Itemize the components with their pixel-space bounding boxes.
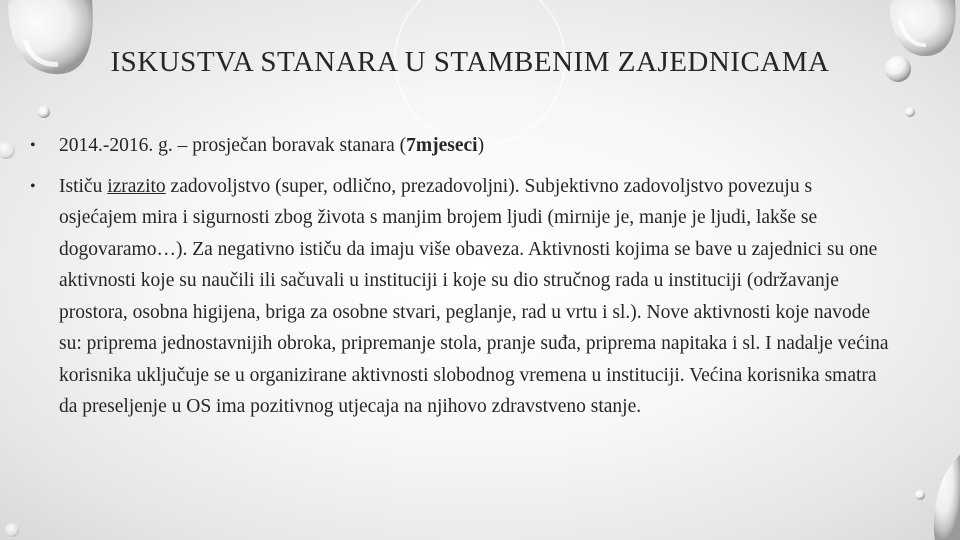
drop-right-2 [905,107,915,117]
bullet-text-part: ) [477,135,485,156]
bullet-text-underlined: izrazito [107,175,166,197]
bullet-item-satisfaction [30,171,890,423]
drop-bottom-left [5,523,19,537]
bullet-icon: • [30,177,36,195]
drop-bottom-right-small [915,490,925,500]
drop-bottom-right [934,455,960,540]
drop-small-1 [38,106,50,118]
drop-small-2 [0,141,15,159]
bullet-list [30,130,890,423]
bullet-text-part: zadovoljstvo (super, odlično, prezadovoljni). Subjektivno zadovoljstvo povezuju s osjećajem mira i sigurnosti zbog života s manjim brojem ljudi (mirnije je, manje je ljudi, lakše se dogovaramo…). Za negativno ističu da imaju više obaveza. Aktivnosti kojima se bave u zajednici su one aktivnosti koje su naučili ili sačuvali u instituciji i koje su dio stručnog rada u instituciji (održavanje prostora, osobna higijena, briga za osobne stvari, peglanje, rad u vrtu i sl.). Nove aktivnosti koje navode su: priprema jednostavnijih obroka, pripremanje stola, pranje suđa, priprema napitaka i sl. I nadalje većina korisnika uključuje se u organizirane aktivnosti slobodnog vremena u instituciji. Većina korisnika smatra da preseljenje u OS ima pozitivnog utjecaja na njihovo zdravstveno stanje. [59,175,889,417]
bullet-item-stay [30,130,890,162]
bullet-text-bold: 7mjeseci [406,135,478,156]
slide-title: ISKUSTVA STANARA U STAMBENIM ZAJEDNICAMA [110,46,830,78]
bullet-text-part: Ističu [59,175,108,197]
bullet-text-part: 2014.-2016. g. – prosječan boravak stanara ( [59,135,407,156]
bullet-icon: • [30,137,36,154]
